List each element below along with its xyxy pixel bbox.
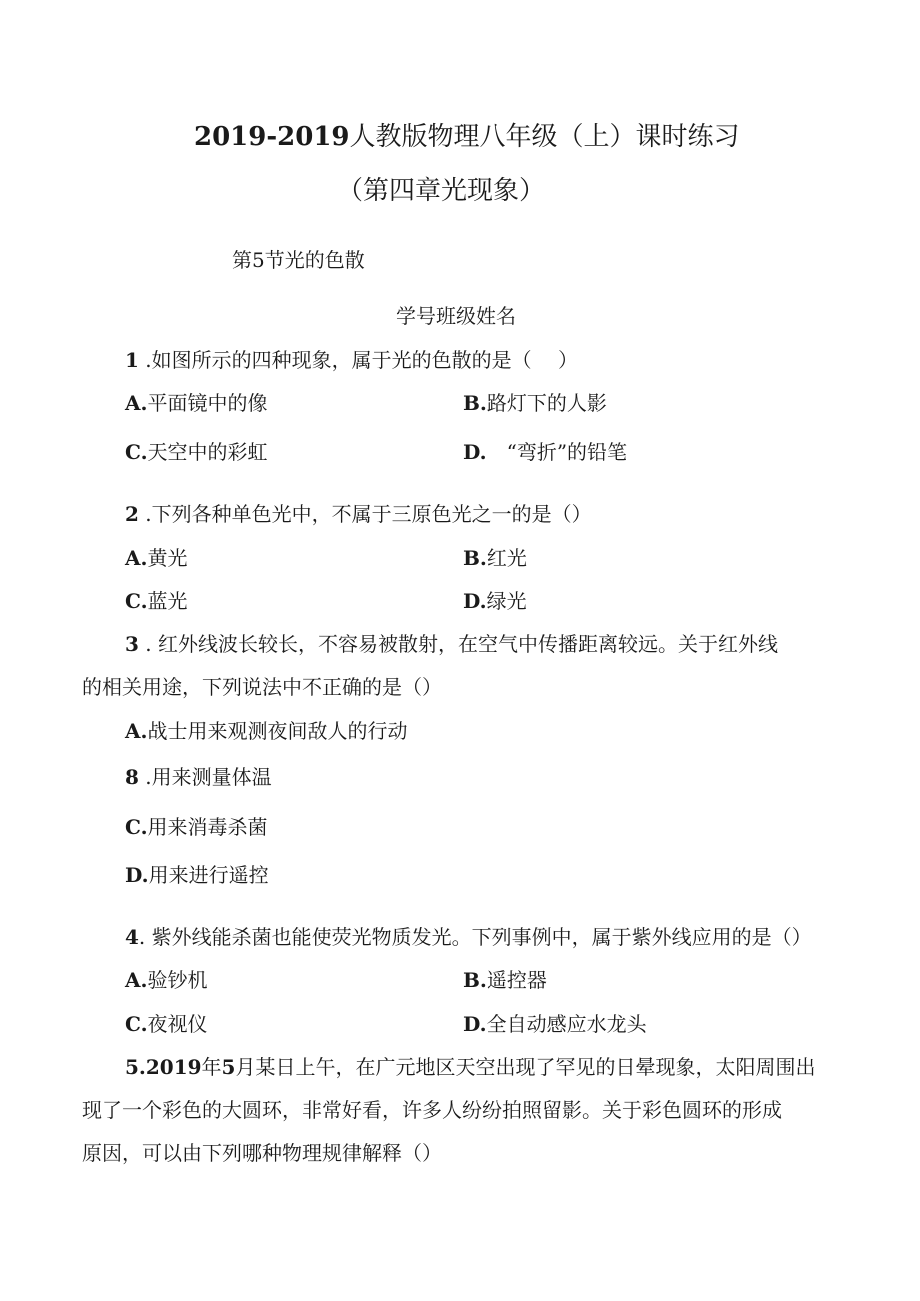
option-text: “弯折”的铅笔 [486,440,628,464]
question-2-option-b [463,545,527,571]
question-4-option-c [125,1011,208,1037]
option-text: 全自动感应水龙头 [486,1012,647,1036]
option-label: A. [125,391,148,415]
option-label: A. [125,719,148,743]
option-text: 用来消毒杀菌 [147,815,268,839]
question-number: 2 [125,502,139,526]
question-2-option-c [125,588,188,614]
section-number: 第5 [232,248,265,272]
question-text: . 紫外线能杀菌也能使荧光物质发光。下列事例中，属于紫外线应用的是（） [138,925,812,949]
question-2 [125,501,592,527]
question-5 [125,1054,815,1080]
option-label: A. [125,546,148,570]
question-4-option-d [463,1011,647,1037]
question-text: 月某日上午，在广元地区天空出现了罕见的日晕现象，太阳周围出 [235,1055,816,1079]
option-label: D. [125,863,149,887]
question-number: 1 [125,348,139,372]
title-year: 2019-2019 [194,122,350,152]
question-1 [125,347,578,373]
title-text: 人教版物理八年级（上）课时练习 [349,122,740,152]
question-number: 4 [125,925,139,949]
subtitle-text: （第四章光现象） [337,176,546,206]
option-label: C. [125,589,148,613]
option-text: 路灯下的人影 [486,391,607,415]
option-text: 红光 [486,546,527,570]
question-text: 的相关用途，下列说法中不正确的是（） [82,675,442,699]
question-2-option-d [463,588,527,614]
option-label: C. [125,1012,148,1036]
question-3-option-c [125,814,268,840]
section-title: 节光的色散 [264,248,365,272]
option-text: 战士用来观测夜间敌人的行动 [147,719,408,743]
question-text-part: 年 [201,1055,222,1079]
question-text: .下列各种单色光中，不属于三原色光之一的是（） [138,502,592,526]
option-text: 夜视仪 [147,1012,208,1036]
question-1-option-a [125,390,267,416]
question-3-option-b [125,764,272,790]
section-heading [232,247,365,273]
question-1-option-d [463,439,627,465]
question-month: 5 [221,1055,236,1079]
question-text: 原因，可以由下列哪种物理规律解释（） [82,1141,442,1165]
option-text: .用来测量体温 [138,765,272,789]
option-label: A. [125,968,148,992]
question-4-option-a [125,967,207,993]
option-text: 遥控器 [486,968,547,992]
page-title [194,120,740,154]
question-2-option-a [125,545,187,571]
option-label: B. [463,546,487,570]
question-5-continued-1 [82,1097,782,1123]
student-info [396,303,516,329]
question-text: .如图所示的四种现象，属于光的色散的是（ ） [138,348,578,372]
question-3-option-d [125,862,269,888]
question-text: 现了一个彩色的大圆环，非常好看，许多人纷纷拍照留影。关于彩色圆环的形成 [82,1098,782,1122]
question-1-option-b [463,390,607,416]
option-text: 验钞机 [147,968,208,992]
question-3 [125,631,778,657]
option-label: C. [125,815,148,839]
option-text: 蓝光 [147,589,188,613]
option-label: D. [463,589,487,613]
option-label: 8 [125,765,139,789]
option-text: 用来进行遥控 [148,863,269,887]
question-3-continued [82,674,442,700]
question-5-continued-2 [82,1140,442,1166]
option-text: 平面镜中的像 [147,391,268,415]
option-label: D. [463,1012,487,1036]
option-text: 黄光 [147,546,188,570]
option-label: C. [125,440,148,464]
option-label: B. [463,968,487,992]
question-text: . 红外线波长较长，不容易被散射，在空气中传播距离较远。关于红外线 [138,632,778,656]
page-subtitle [337,174,545,208]
student-info-text: 学号班级姓名 [396,304,516,328]
option-label: D. [463,440,487,464]
option-label: B. [463,391,487,415]
question-1-option-c [125,439,268,465]
question-4 [125,924,812,950]
option-text: 绿光 [486,589,527,613]
option-text: 天空中的彩虹 [147,440,268,464]
question-4-option-b [463,967,547,993]
question-number: 3 [125,632,139,656]
question-3-option-a [125,718,407,744]
question-number: 5.2019 [125,1055,202,1079]
